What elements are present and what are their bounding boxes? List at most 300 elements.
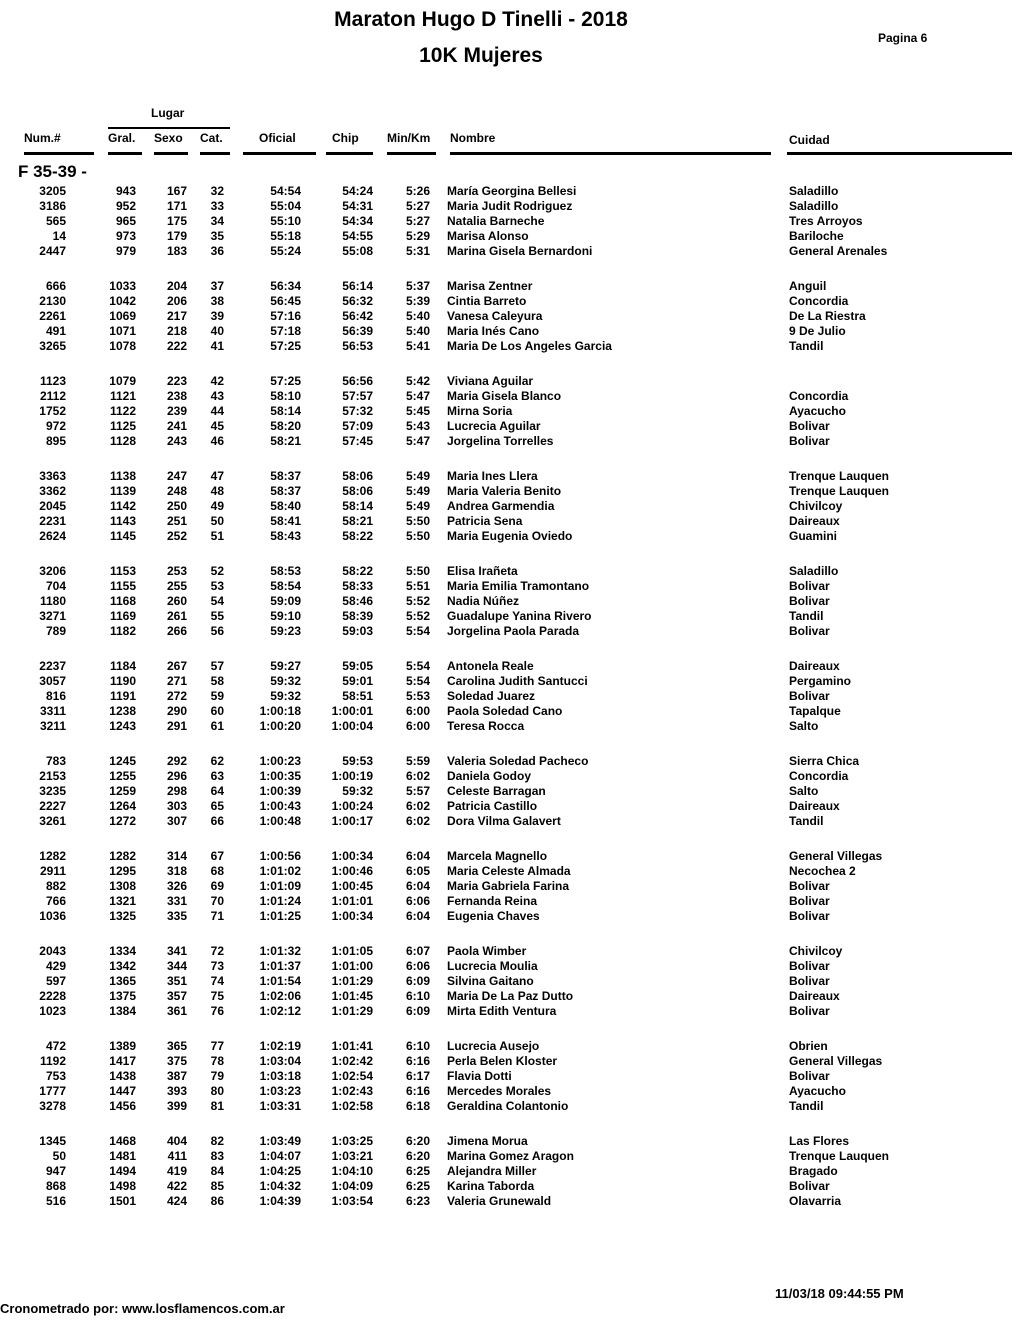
table-row [0,564,1024,579]
runner-city: Tandil [789,609,824,623]
place-category: 62 [210,754,224,768]
runner-number: 565 [45,214,66,228]
place-general: 1456 [109,1099,136,1113]
place-general: 1282 [109,849,136,863]
place-general: 1384 [109,1004,136,1018]
runner-number: 1192 [39,1054,66,1068]
col-header-ciudad: Cuidad [789,133,830,147]
place-general: 1078 [109,339,136,353]
runner-name: Geraldina Colantonio [447,1099,569,1113]
runner-city: Bolivar [789,959,830,973]
pace: 6:02 [405,814,430,828]
runner-city: Tandil [789,339,824,353]
runner-city: Tapalque [789,704,841,718]
place-category: 42 [210,374,224,388]
place-general: 1342 [109,959,136,973]
place-sex: 217 [166,309,187,323]
runner-name: Nadia Núñez [447,594,520,608]
time-chip: 58:46 [342,594,373,608]
pace: 6:02 [405,799,430,813]
place-category: 50 [210,514,224,528]
table-row [0,499,1024,514]
pace: 5:39 [405,294,430,308]
runner-number: 1777 [39,1084,66,1098]
pace: 5:51 [405,579,430,593]
runner-name: Guadalupe Yanina Rivero [447,609,592,623]
runner-number: 516 [45,1194,66,1208]
place-general: 1168 [109,594,136,608]
time-official: 58:53 [270,564,301,578]
pace: 6:00 [405,704,430,718]
place-category: 68 [210,864,224,878]
place-general: 1145 [109,529,136,543]
runner-name: Lucrecia Aguilar [447,419,541,433]
place-category: 74 [210,974,224,988]
runner-name: Maria Eugenia Oviedo [447,529,573,543]
runner-city: Guamini [789,529,838,543]
time-official: 58:10 [270,389,301,403]
runner-name: Maria De La Paz Dutto [447,989,574,1003]
place-general: 1121 [109,389,136,403]
place-category: 46 [210,434,224,448]
runner-number: 3261 [39,814,66,828]
runner-city: Saladillo [789,199,839,213]
place-category: 77 [210,1039,224,1053]
runner-number: 1345 [39,1134,66,1148]
place-sex: 251 [166,514,187,528]
table-row [0,389,1024,404]
place-sex: 171 [166,199,187,213]
table-row [0,959,1024,974]
place-general: 1259 [109,784,136,798]
time-official: 1:03:23 [259,1084,301,1098]
pace: 5:42 [405,374,430,388]
runner-city: Trenque Lauquen [789,469,890,483]
place-general: 965 [115,214,136,228]
place-sex: 243 [166,434,187,448]
time-official: 58:54 [270,579,301,593]
col-header-cat: Cat. [200,131,223,145]
runner-number: 947 [45,1164,66,1178]
pace: 6:16 [405,1054,430,1068]
place-category: 65 [210,799,224,813]
runner-number: 1282 [39,849,66,863]
runner-city: Anguil [789,279,827,293]
place-sex: 204 [166,279,187,293]
time-official: 1:01:09 [259,879,301,893]
pace: 6:09 [405,974,430,988]
runner-name: Maria Judit Rodriguez [447,199,573,213]
page-number: Pagina 6 [878,31,928,45]
place-category: 78 [210,1054,224,1068]
time-chip: 58:33 [342,579,373,593]
place-sex: 331 [166,894,187,908]
runner-name: Marcela Magnello [447,849,548,863]
table-row [0,184,1024,199]
time-official: 1:03:18 [259,1069,301,1083]
place-sex: 272 [166,689,187,703]
runner-name: Maria De Los Angeles Garcia [447,339,612,353]
table-row [0,514,1024,529]
runner-name: Vanesa Caleyura [447,309,543,323]
runner-city: Bolivar [789,434,830,448]
place-sex: 267 [166,659,187,673]
place-sex: 335 [166,909,187,923]
table-row [0,404,1024,419]
time-official: 56:45 [270,294,301,308]
place-category: 55 [210,609,224,623]
runner-name: Carolina Judith Santucci [447,674,588,688]
table-row [0,814,1024,829]
runner-city: Bariloche [789,229,844,243]
runner-name: Maria Emilia Tramontano [447,579,590,593]
header-rule [450,152,771,155]
time-official: 58:43 [270,529,301,543]
time-official: 59:32 [270,674,301,688]
place-sex: 326 [166,879,187,893]
pace: 5:47 [405,389,430,403]
place-category: 54 [210,594,224,608]
place-sex: 357 [166,989,187,1003]
place-category: 48 [210,484,224,498]
runner-number: 2447 [39,244,66,258]
runner-name: Jimena Morua [447,1134,528,1148]
place-sex: 271 [166,674,187,688]
runner-name: Mercedes Morales [447,1084,552,1098]
header-rule [387,152,436,155]
header-rule [787,152,1012,155]
time-chip: 1:02:42 [331,1054,373,1068]
table-row [0,799,1024,814]
table-row [0,864,1024,879]
time-chip: 1:02:58 [331,1099,373,1113]
place-sex: 314 [166,849,187,863]
place-category: 63 [210,769,224,783]
runner-city: Olavarria [789,1194,842,1208]
place-general: 979 [115,244,136,258]
place-general: 1255 [109,769,136,783]
place-general: 1238 [109,704,136,718]
time-official: 55:04 [270,199,301,213]
time-chip: 56:56 [342,374,373,388]
runner-city: Concordia [789,389,849,403]
time-official: 56:34 [270,279,301,293]
runner-name: Teresa Rocca [447,719,525,733]
time-official: 1:00:35 [259,769,301,783]
time-official: 1:00:56 [259,849,301,863]
place-sex: 393 [166,1084,187,1098]
table-row [0,754,1024,769]
runner-city: Tres Arroyos [789,214,863,228]
timestamp: 11/03/18 09:44:55 PM [775,1286,904,1301]
runner-city: Daireaux [789,659,840,673]
runner-number: 3186 [39,199,66,213]
table-row [0,324,1024,339]
runner-name: Maria Celeste Almada [447,864,571,878]
place-sex: 341 [166,944,187,958]
runner-number: 868 [45,1179,66,1193]
col-header-chip: Chip [332,131,359,145]
place-category: 58 [210,674,224,688]
runner-city: Bolivar [789,879,830,893]
runner-name: Patricia Castillo [447,799,538,813]
table-row [0,1004,1024,1019]
place-category: 66 [210,814,224,828]
time-official: 1:04:07 [259,1149,301,1163]
time-official: 58:37 [270,484,301,498]
pace: 5:49 [405,484,430,498]
time-official: 58:40 [270,499,301,513]
runner-name: Lucrecia Ausejo [447,1039,540,1053]
pace: 5:45 [405,404,430,418]
place-category: 64 [210,784,224,798]
runner-name: Perla Belen Kloster [447,1054,558,1068]
runner-number: 3363 [39,469,66,483]
place-sex: 290 [166,704,187,718]
pace: 6:06 [405,894,430,908]
place-general: 1071 [109,324,136,338]
place-sex: 253 [166,564,187,578]
runner-name: Daniela Godoy [447,769,532,783]
runner-name: Marisa Alonso [447,229,529,243]
time-chip: 1:03:54 [331,1194,373,1208]
place-category: 45 [210,419,224,433]
pace: 5:54 [405,674,430,688]
place-sex: 399 [166,1099,187,1113]
place-general: 1498 [109,1179,136,1193]
pace: 5:49 [405,499,430,513]
runner-number: 3311 [39,704,66,718]
place-sex: 248 [166,484,187,498]
table-row [0,529,1024,544]
table-row [0,989,1024,1004]
place-category: 36 [210,244,224,258]
place-general: 1308 [109,879,136,893]
table-row [0,689,1024,704]
place-sex: 375 [166,1054,187,1068]
time-chip: 58:22 [342,564,373,578]
place-general: 1447 [109,1084,136,1098]
runner-city: Bolivar [789,689,830,703]
place-sex: 183 [166,244,187,258]
runner-name: Maria Inés Cano [447,324,540,338]
runner-city: Trenque Lauquen [789,1149,890,1163]
runner-city: Las Flores [789,1134,850,1148]
table-row [0,419,1024,434]
runner-name: Lucrecia Moulia [447,959,538,973]
runner-number: 3265 [39,339,66,353]
place-category: 80 [210,1084,224,1098]
time-chip: 1:00:17 [331,814,373,828]
pace: 5:47 [405,434,430,448]
table-row [0,909,1024,924]
category-label: F 35-39 - [18,162,87,181]
place-category: 41 [210,339,224,353]
time-official: 1:00:20 [259,719,301,733]
runner-name: Cintia Barreto [447,294,527,308]
time-chip: 1:00:04 [331,719,373,733]
time-official: 58:20 [270,419,301,433]
table-row [0,199,1024,214]
place-sex: 298 [166,784,187,798]
pace: 6:04 [405,849,430,863]
pace: 6:10 [405,1039,430,1053]
runner-number: 3278 [39,1099,66,1113]
time-chip: 1:03:21 [331,1149,373,1163]
place-category: 57 [210,659,224,673]
runner-name: Paola Soledad Cano [447,704,563,718]
table-row [0,229,1024,244]
place-category: 56 [210,624,224,638]
table-row [0,704,1024,719]
table-row [0,784,1024,799]
time-chip: 1:01:29 [331,974,373,988]
pace: 5:50 [405,514,430,528]
table-row [0,659,1024,674]
time-chip: 1:01:29 [331,1004,373,1018]
place-category: 35 [210,229,224,243]
results-table [0,184,1024,1209]
time-official: 1:01:02 [259,864,301,878]
page-subtitle: 10K Mujeres [419,44,543,67]
runner-city: Bragado [789,1164,838,1178]
group-header-lugar: Lugar [151,106,185,120]
runner-name: Karina Taborda [447,1179,535,1193]
time-chip: 1:01:01 [331,894,373,908]
time-chip: 57:32 [342,404,373,418]
time-official: 1:00:23 [259,754,301,768]
time-official: 1:00:43 [259,799,301,813]
table-row [0,1054,1024,1069]
runner-number: 491 [45,324,66,338]
pace: 5:52 [405,609,430,623]
time-official: 55:24 [270,244,301,258]
place-sex: 179 [166,229,187,243]
runner-city: Daireaux [789,514,840,528]
place-category: 72 [210,944,224,958]
runner-city: Concordia [789,769,849,783]
time-chip: 58:06 [342,469,373,483]
pace: 5:49 [405,469,430,483]
place-category: 33 [210,199,224,213]
place-general: 952 [115,199,136,213]
place-general: 1468 [109,1134,136,1148]
place-sex: 344 [166,959,187,973]
runner-number: 597 [45,974,66,988]
place-sex: 307 [166,814,187,828]
header-rule [200,152,230,155]
place-category: 37 [210,279,224,293]
time-chip: 1:00:46 [331,864,373,878]
table-row [0,944,1024,959]
runner-name: Maria Gisela Blanco [447,389,562,403]
runner-name: Valeria Soledad Pacheco [447,754,589,768]
runner-city: Bolivar [789,579,830,593]
table-row [0,579,1024,594]
place-category: 86 [210,1194,224,1208]
runner-city: Salto [789,784,819,798]
table-row [0,1134,1024,1149]
time-chip: 56:42 [342,309,373,323]
runner-name: Maria Ines Llera [447,469,538,483]
pace: 6:04 [405,909,430,923]
place-general: 1389 [109,1039,136,1053]
place-category: 49 [210,499,224,513]
table-row [0,279,1024,294]
col-header-oficial: Oficial [259,131,296,145]
place-general: 1033 [109,279,136,293]
place-general: 1334 [109,944,136,958]
time-chip: 59:03 [342,624,373,638]
time-chip: 1:00:34 [331,909,373,923]
runner-number: 2227 [39,799,66,813]
runner-number: 2261 [39,309,66,323]
runner-city: Concordia [789,294,849,308]
runner-number: 2153 [39,769,66,783]
time-chip: 1:04:10 [331,1164,373,1178]
runner-city: Bolivar [789,909,830,923]
pace: 6:04 [405,879,430,893]
runner-number: 3205 [39,184,66,198]
time-official: 1:01:32 [259,944,301,958]
runner-city: Daireaux [789,799,840,813]
runner-city: Bolivar [789,594,830,608]
pace: 5:27 [405,214,430,228]
place-general: 1184 [109,659,136,673]
time-chip: 1:02:54 [331,1069,373,1083]
runner-city: Tandil [789,814,824,828]
table-row [0,674,1024,689]
place-sex: 266 [166,624,187,638]
runner-name: Antonela Reale [447,659,534,673]
pace: 5:31 [405,244,430,258]
time-chip: 1:00:24 [331,799,373,813]
time-chip: 57:57 [342,389,373,403]
place-category: 43 [210,389,224,403]
place-sex: 260 [166,594,187,608]
runner-number: 3057 [39,674,66,688]
time-chip: 55:08 [342,244,373,258]
place-sex: 252 [166,529,187,543]
table-row [0,594,1024,609]
runner-city: Necochea 2 [789,864,856,878]
runner-number: 753 [45,1069,66,1083]
runner-number: 2112 [39,389,66,403]
time-official: 54:54 [270,184,301,198]
time-chip: 1:00:19 [331,769,373,783]
time-chip: 1:03:25 [331,1134,373,1148]
time-official: 58:21 [270,434,301,448]
runner-name: Andrea Garmendia [447,499,555,513]
table-row [0,309,1024,324]
runner-city: Daireaux [789,989,840,1003]
time-official: 1:02:12 [259,1004,301,1018]
runner-city: Saladillo [789,184,839,198]
pace: 6:16 [405,1084,430,1098]
time-official: 57:16 [270,309,301,323]
runner-number: 2231 [39,514,66,528]
time-chip: 57:09 [342,419,373,433]
place-general: 1125 [109,419,136,433]
table-row [0,1164,1024,1179]
place-sex: 241 [166,419,187,433]
place-sex: 303 [166,799,187,813]
time-chip: 1:00:45 [331,879,373,893]
runner-number: 1036 [39,909,66,923]
header-rule [243,152,316,155]
footer-credit: Cronometrado por: www.losflamencos.com.ar [0,1301,285,1316]
table-row [0,339,1024,354]
